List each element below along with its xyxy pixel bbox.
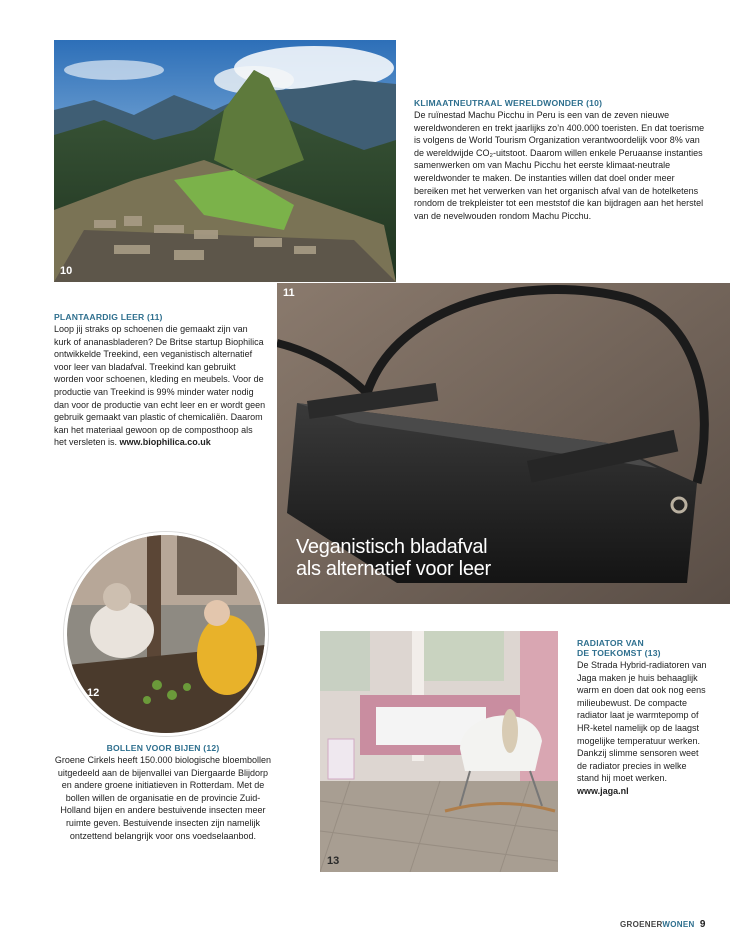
article-title: PLANTAARDIG LEER (11): [54, 312, 163, 322]
machu-picchu-photo: [54, 40, 396, 282]
machu-picchu-illustration: [54, 40, 396, 282]
image-number-11: 11: [283, 287, 295, 299]
radiator-room-photo: [320, 631, 558, 872]
article-body-text: De Strada Hybrid-radiatoren van Jaga maken je huis behaaglijk warm en doen dat ook nog eens milieubewust. De compacte radiator laat je warmtepomp of HR-ketel namelijk op de laagst mogelijke temperatuur werken. Dankzij slimme sensoren weet de radiator precies in welke stand hij moet werken.: [577, 660, 707, 784]
website-link[interactable]: www.biophilica.co.uk: [119, 437, 211, 448]
vegan-leather-bag-photo: [277, 283, 730, 604]
bulb-planting-photo: [64, 532, 268, 736]
article-plantaardig-leer: [54, 312, 266, 449]
article-body-text: Loop jij straks op schoenen die gemaakt zijn van kurk of ananasbladeren? De Britse startup Biophilica ontwikkelde Treekind, een veganistisch alternatief voor leer van bladafval. Treekind kan gebruikt worden voor schoenen, kleding en meubels. Voor de productie van Treekind is 99% minder water nodig dan voor de productie van echt leer en er wordt geen gebruik gemaakt van plastic of chemicaliën. Daarom kan het materiaal gewoon op de composthoop als het versleten is.: [54, 324, 266, 448]
page-number: 9: [699, 919, 706, 930]
article-body: [577, 659, 707, 798]
article-body: De ruïnestad Machu Picchu in Peru is een van de zeven nieuwe wereldwonderen en trekt jaarlijks zo’n 400.000 toeristen. En dat toerisme is volgens de World Tourism Organization verantwoordelijk voor 8% van de wereldwijde CO₂-uitstoot. Daarom willen enkele Peruaanse instanties samenwerken om van Machu Picchu het eerste klimaat-neutrale wereldwonder te maken. De instanties willen dat doel onder meer bereiken met het verwerken van het organisch afval van de hotelketens rondom de trekpleister tot een meststof die kan bijdragen aan het herstel van de nevelwouden rondom Machu Picchu.: [414, 110, 705, 221]
article-body: Groene Cirkels heeft 150.000 biologische bloembollen uitgedeeld aan de bijenvallei van Diergaarde Blijdorp en andere groene initiatieven in Rotterdam. Met de bollen willen de organisatie en de provincie Zuid-Holland bijen en andere bestuivende insecten meer ruimte geven. Bestuivende insecten zijn namelijk ontzettend belangrijk voor ons voedselaanbod.: [54, 755, 272, 841]
article-title-line-1: RADIATOR VAN: [577, 638, 644, 648]
article-body: [54, 323, 266, 449]
website-link[interactable]: www.jaga.nl: [577, 785, 629, 796]
article-title: KLIMAATNEUTRAAL WERELDWONDER (10): [414, 98, 603, 108]
radiator-room-illustration: [320, 631, 558, 872]
caption-line-2: als alternatief voor leer: [296, 558, 491, 580]
caption-line-1: Veganistisch bladafval: [296, 536, 488, 558]
article-title: BOLLEN VOOR BIJEN (12): [106, 743, 220, 753]
page-footer: [620, 919, 705, 930]
image-number-12: 12: [87, 687, 100, 699]
bulb-planting-illustration: [67, 535, 265, 733]
article-machu-picchu: [414, 98, 706, 222]
photo-caption: [296, 536, 491, 580]
image-number-13: 13: [327, 855, 340, 867]
article-radiator: [577, 638, 707, 798]
magazine-brand-groener: GROENER: [620, 920, 663, 929]
magazine-brand-wonen: WONEN: [662, 920, 695, 929]
article-bollen-voor-bijen: [54, 743, 272, 842]
article-title-line-2: DE TOEKOMST (13): [577, 648, 661, 658]
image-number-10: 10: [60, 265, 73, 277]
